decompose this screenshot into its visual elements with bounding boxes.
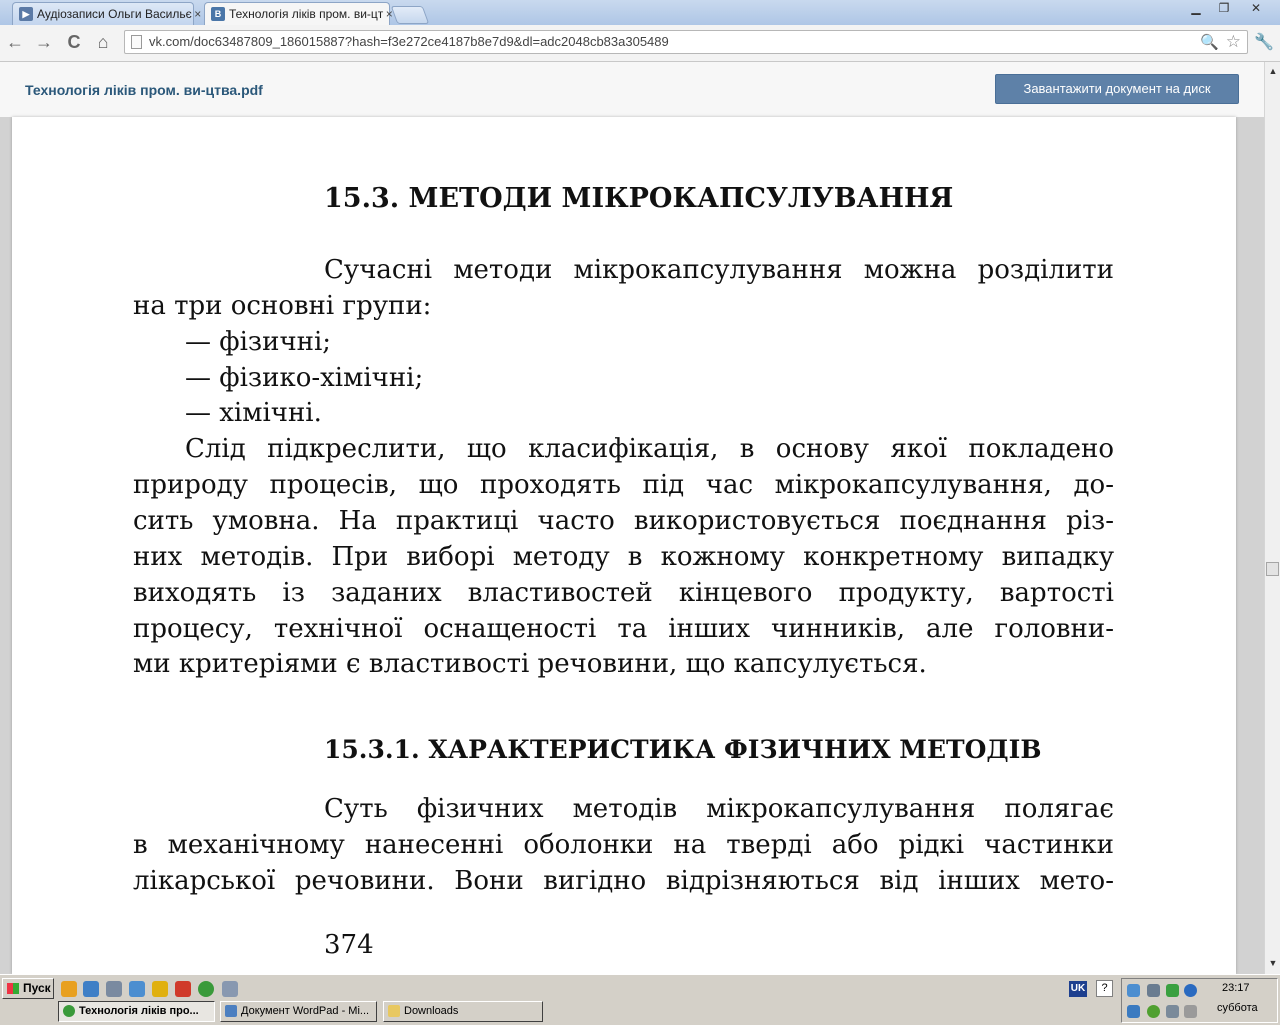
paragraph-line: в механічному нанесенні оболонки на тверді або рідкі частинки: [133, 830, 1114, 860]
windows-logo-icon: [7, 983, 19, 994]
paragraph-line: сить умовна. На практиці часто використовується поєднання різ-: [133, 506, 1114, 536]
system-tray: [1121, 978, 1278, 1023]
restore-button[interactable]: ❐: [1218, 1, 1230, 15]
close-window-button[interactable]: ✕: [1250, 1, 1262, 15]
volume-tray-icon[interactable]: [1184, 1005, 1197, 1018]
paragraph-line: Суть фізичних методів мікрокапсулування полягає: [324, 794, 1114, 824]
favorites-star-icon[interactable]: [152, 981, 168, 997]
document-title: Технологія ліків пром. ви-цтва.pdf: [25, 82, 263, 98]
taskbar: [0, 974, 1280, 1025]
scroll-thumb[interactable]: [1266, 562, 1279, 576]
paragraph-line: Слід підкреслити, що класифікація, в основу якої покладено: [185, 434, 1114, 464]
star-icon[interactable]: ☆: [1225, 32, 1241, 51]
1c-icon[interactable]: [61, 981, 77, 997]
task-chrome[interactable]: [58, 1001, 215, 1022]
task-label: Downloads: [404, 1005, 459, 1017]
scroll-up-arrow-icon[interactable]: ▲: [1268, 66, 1278, 76]
agent-tray-icon[interactable]: [1147, 1005, 1160, 1018]
document-viewer[interactable]: [0, 117, 1264, 974]
save-to-disk-button[interactable]: Завантажити документ на диск: [995, 74, 1239, 104]
page-number: 374: [324, 930, 374, 960]
minimize-button[interactable]: ▁: [1191, 1, 1201, 15]
network-icon[interactable]: [106, 981, 122, 997]
tab-close-icon[interactable]: ×: [385, 7, 393, 21]
url-text: vk.com/doc63487809_186015887?hash=f3e272ce4187b8e7d9&dl=adc2048cb83a305489: [149, 34, 669, 49]
browser-tabstrip: [0, 0, 1280, 25]
browser-toolbar: [0, 25, 1280, 62]
list-item: — фізико-хімічні;: [185, 363, 424, 393]
list-item: — фізичні;: [185, 327, 332, 357]
help-icon[interactable]: ?: [1096, 980, 1113, 997]
day-of-week: суббота: [1217, 1002, 1258, 1014]
antivirus-tray-icon[interactable]: [1166, 984, 1179, 997]
paragraph-line: Сучасні методи мікрокапсулування можна розділити: [324, 255, 1114, 285]
chrome-icon: [63, 1005, 75, 1017]
list-item: — хімічні.: [185, 398, 322, 428]
pdf-page: [12, 117, 1236, 974]
vertical-scrollbar[interactable]: [1264, 62, 1280, 974]
zoom-icon[interactable]: 🔍: [1200, 34, 1219, 51]
explorer-icon[interactable]: [129, 981, 145, 997]
opera-icon[interactable]: [175, 981, 191, 997]
wrench-icon[interactable]: 🔧: [1254, 34, 1274, 51]
task-downloads[interactable]: [383, 1001, 543, 1022]
vk-icon: B: [211, 7, 225, 21]
forward-button[interactable]: →: [35, 32, 53, 52]
calculator-icon[interactable]: [222, 981, 238, 997]
tab-label: Аудіозаписи Ольги Васильє: [37, 7, 192, 21]
power-tray-icon[interactable]: [1184, 984, 1197, 997]
new-tab-button[interactable]: [391, 6, 430, 24]
tab-close-icon[interactable]: ×: [194, 7, 202, 21]
start-button[interactable]: [2, 978, 54, 999]
download-tray-icon[interactable]: [1127, 1005, 1140, 1018]
task-wordpad[interactable]: [220, 1001, 377, 1022]
clock[interactable]: 23:17: [1222, 982, 1250, 994]
folder-icon: [388, 1005, 400, 1017]
paragraph-line: на три основні групи:: [133, 291, 432, 321]
task-label: Технологія ліків про...: [79, 1005, 199, 1017]
paragraph-line: лікарської речовини. Вони вигідно відрізняються від інших мето-: [133, 866, 1114, 896]
document-header: [0, 62, 1264, 118]
wordpad-icon: [225, 1005, 237, 1017]
start-label: Пуск: [23, 981, 51, 995]
paragraph-line: виходять із заданих властивостей кінцевого продукту, вартості: [133, 578, 1114, 608]
language-indicator[interactable]: UK: [1069, 981, 1087, 997]
back-button[interactable]: ←: [6, 32, 24, 52]
network-tray-icon[interactable]: [1127, 984, 1140, 997]
audio-play-icon: ▶: [19, 7, 33, 21]
subsection-heading: 15.3.1. ХАРАКТЕРИСТИКА ФІЗИЧНИХ МЕТОДІВ: [324, 735, 1042, 764]
paragraph-line: них методів. При виборі методу в кожному конкретному випадку: [133, 542, 1114, 572]
section-heading: 15.3. МЕТОДИ МІКРОКАПСУЛУВАННЯ: [324, 183, 954, 214]
address-bar[interactable]: [124, 30, 1248, 54]
tool-tray-icon[interactable]: [1166, 1005, 1179, 1018]
page-icon: [131, 35, 142, 49]
chrome-icon[interactable]: [198, 981, 214, 997]
tab-label: Технологія ліків пром. ви-цт: [229, 7, 384, 21]
task-label: Документ WordPad - Mi...: [241, 1005, 370, 1017]
home-button[interactable]: ⌂: [97, 32, 109, 52]
tab-audio[interactable]: [12, 2, 202, 25]
reload-button[interactable]: C: [67, 32, 81, 52]
paragraph-line: процесу, технічної оснащеності та інших чинників, але головни-: [133, 614, 1114, 644]
ie-icon[interactable]: [83, 981, 99, 997]
paragraph-line: ми критеріями є властивості речовини, що капсулується.: [133, 649, 927, 679]
scroll-down-arrow-icon[interactable]: ▼: [1268, 958, 1278, 968]
paragraph-line: природу процесів, що проходять під час мікрокапсулування, до-: [133, 470, 1114, 500]
tab-document[interactable]: [204, 2, 393, 25]
usb-tray-icon[interactable]: [1147, 984, 1160, 997]
